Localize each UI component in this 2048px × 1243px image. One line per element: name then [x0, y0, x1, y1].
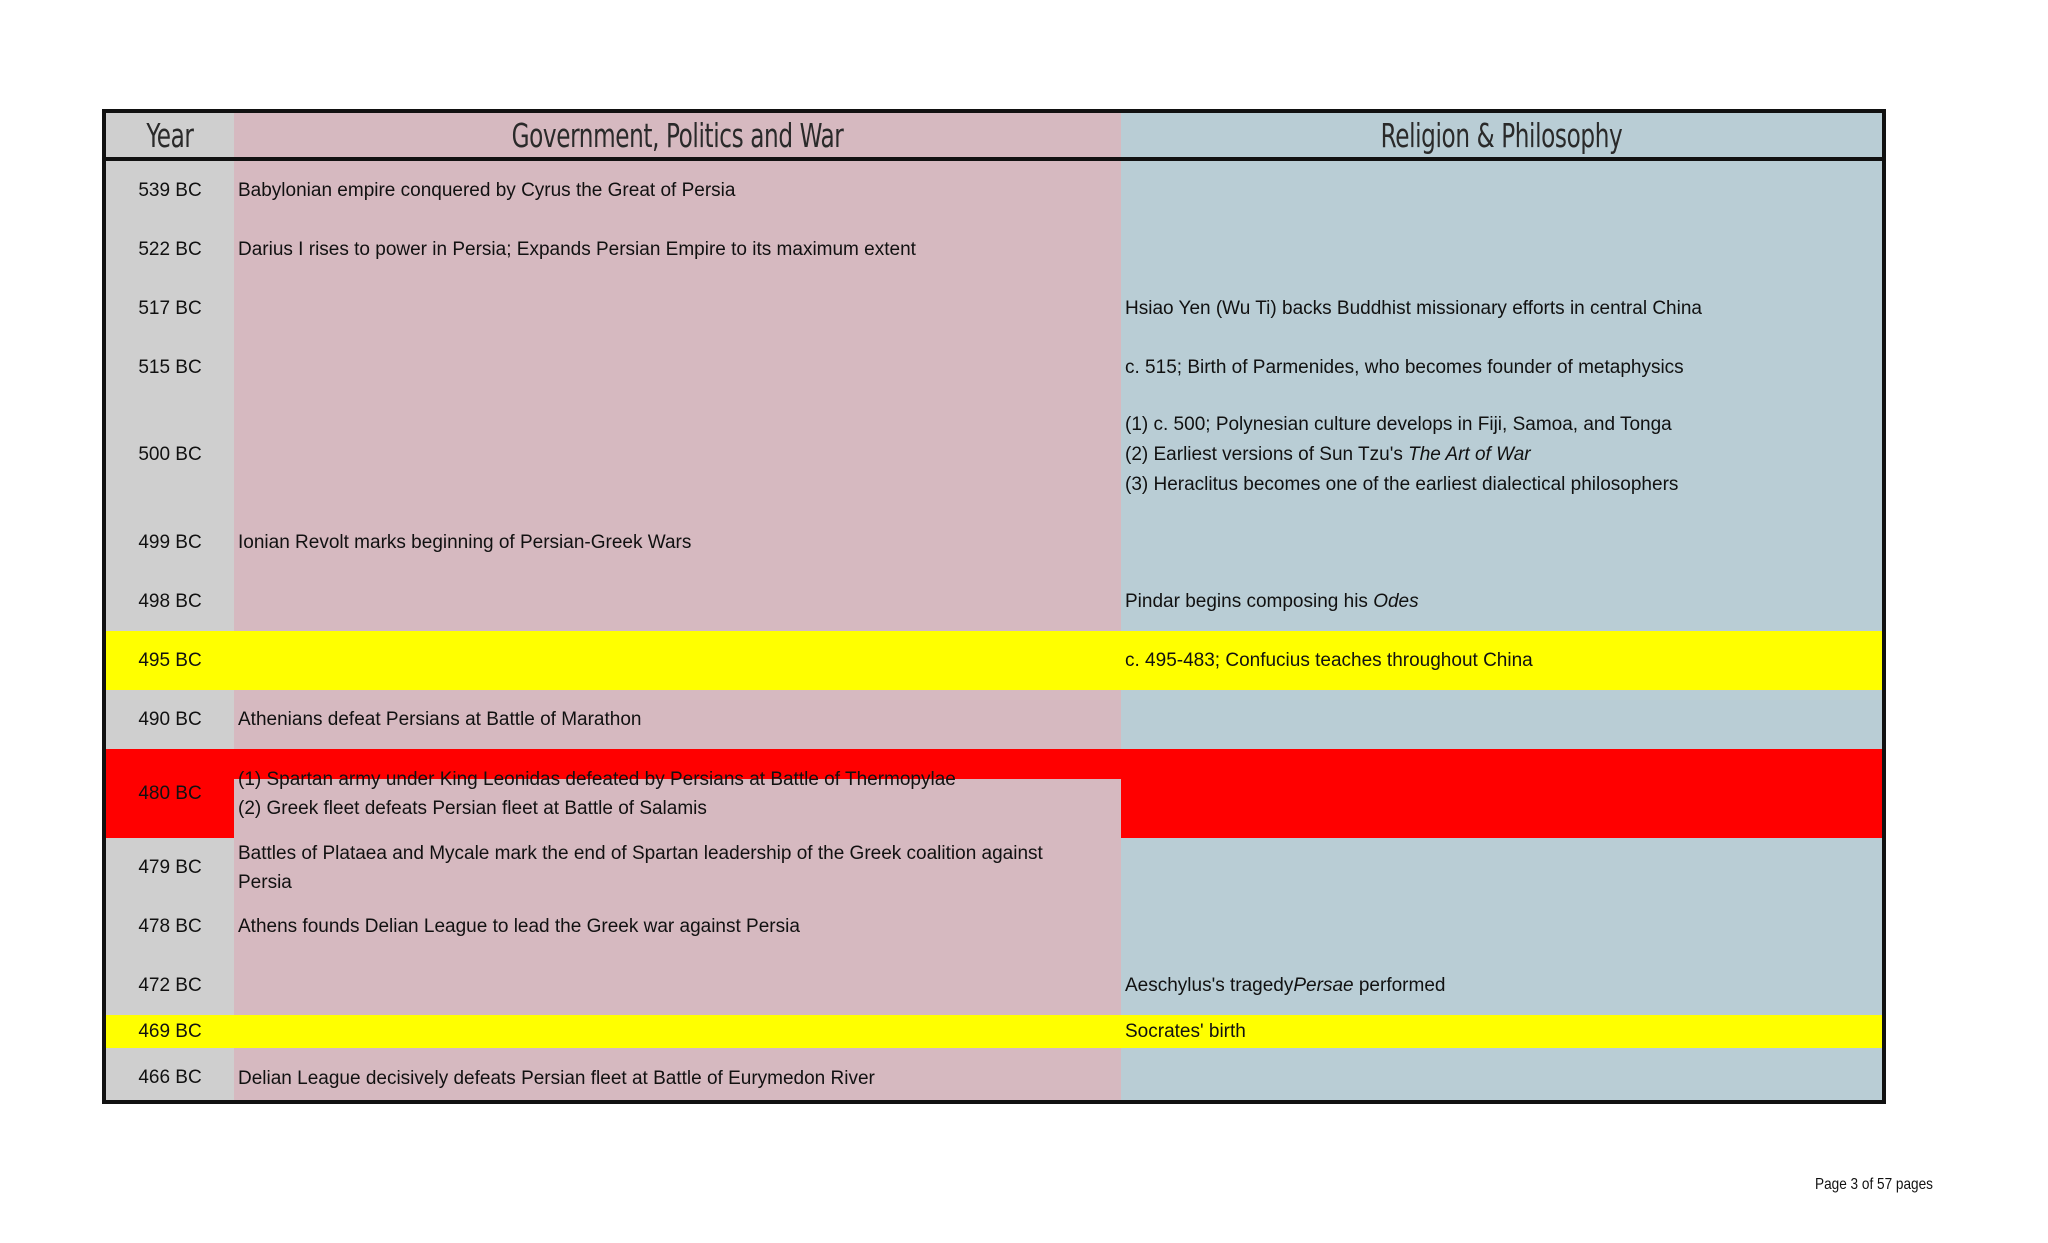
- religion-cell: [1121, 631, 1882, 690]
- table-row: [106, 897, 1882, 956]
- year-cell: 478 BC: [138, 915, 202, 937]
- header-religion-philosophy: Religion & Philosophy: [1380, 115, 1623, 155]
- year-cell: 522 BC: [138, 238, 202, 260]
- religion-event-text: c. 515; Birth of Parmenides, who becomes founder of metaphysics: [1125, 356, 1684, 378]
- year-cell: 469 BC: [138, 1020, 202, 1042]
- header-government-politics-war: Government, Politics and War: [511, 115, 844, 155]
- government-cell: [234, 690, 1121, 749]
- government-cell: [234, 161, 1121, 220]
- religion-cell: [1121, 338, 1882, 397]
- year-cell: 480 BC: [138, 782, 202, 804]
- religion-cell: [1121, 220, 1882, 279]
- government-event-text: Ionian Revolt marks beginning of Persian-Greek Wars: [238, 532, 692, 553]
- table-row: [106, 397, 1882, 513]
- government-cell: [234, 1048, 1121, 1104]
- year-cell: 479 BC: [138, 856, 202, 878]
- year-cell: 498 BC: [138, 590, 202, 612]
- government-cell: [234, 631, 1121, 690]
- year-cell: 472 BC: [138, 974, 202, 996]
- government-event-text: Battles of Plataea and Mycale mark the end of Spartan leadership of the Greek coalition against: [238, 842, 1043, 864]
- government-cell: [234, 1015, 1121, 1048]
- religion-cell: [1121, 749, 1882, 838]
- religion-cell: [1121, 161, 1882, 220]
- table-row: [106, 220, 1882, 279]
- religion-cell: [1121, 690, 1882, 749]
- table-row: [106, 631, 1882, 690]
- government-event-text: (2) Greek fleet defeats Persian fleet at Battle of Salamis: [238, 797, 707, 819]
- religion-cell: [1121, 1048, 1882, 1104]
- year-cell: 466 BC: [138, 1067, 202, 1088]
- religion-event-text: (2) Earliest versions of Sun Tzu's The Art of War: [1125, 444, 1531, 465]
- government-event-text: Babylonian empire conquered by Cyrus the Great of Persia: [238, 180, 736, 201]
- government-event-text: (1) Spartan army under King Leonidas defeated by Persians at Battle of Thermopylae: [238, 768, 956, 790]
- religion-event-text: Socrates' birth: [1125, 1020, 1246, 1042]
- religion-cell: [1121, 279, 1882, 338]
- year-cell: 539 BC: [138, 179, 202, 201]
- government-event-text: Delian League decisively defeats Persian fleet at Battle of Eurymedon River: [238, 1067, 875, 1089]
- government-event-text: Athens founds Delian League to lead the Greek war against Persia: [238, 916, 800, 937]
- religion-event-text: c. 495-483; Confucius teaches throughout China: [1125, 649, 1533, 671]
- government-cell: [234, 338, 1121, 397]
- government-cell: [234, 572, 1121, 631]
- year-cell: 499 BC: [138, 531, 202, 553]
- year-cell: 495 BC: [138, 649, 202, 671]
- government-event-text: Athenians defeat Persians at Battle of Marathon: [238, 709, 642, 730]
- religion-event-text: Hsiao Yen (Wu Ti) backs Buddhist missionary efforts in central China: [1125, 297, 1702, 319]
- table-row: [106, 956, 1882, 1015]
- government-cell: [234, 513, 1121, 572]
- religion-cell: [1121, 956, 1882, 1015]
- religion-cell: [1121, 513, 1882, 572]
- year-cell: 500 BC: [138, 444, 202, 465]
- table-row: [106, 690, 1882, 749]
- table-row: [106, 513, 1882, 572]
- government-event-text: Darius I rises to power in Persia; Expands Persian Empire to its maximum extent: [238, 239, 916, 260]
- religion-cell: [1121, 838, 1882, 897]
- government-event-text: Persia: [238, 871, 292, 893]
- government-cell: [234, 897, 1121, 956]
- page-number: Page 3 of 57 pages: [1815, 1176, 1933, 1193]
- table-row: [106, 1048, 1882, 1104]
- religion-cell: [1121, 397, 1882, 513]
- table-row: [106, 572, 1882, 631]
- religion-event-text: Pindar begins composing his Odes: [1125, 590, 1419, 612]
- table-header: [106, 113, 1882, 161]
- government-cell: [234, 956, 1121, 1015]
- government-cell: [234, 279, 1121, 338]
- religion-event-text: (3) Heraclitus becomes one of the earliest dialectical philosophers: [1125, 474, 1679, 495]
- table-row: [106, 838, 1882, 897]
- religion-event-text: Aeschylus's tragedyPersae performed: [1125, 974, 1446, 996]
- table-row: [106, 1015, 1882, 1048]
- government-cell: [234, 749, 1121, 838]
- government-cell: [234, 838, 1121, 897]
- religion-cell: [1121, 572, 1882, 631]
- year-cell: 490 BC: [138, 708, 202, 730]
- timeline-table: [102, 109, 1886, 1104]
- religion-cell: [1121, 1015, 1882, 1048]
- table-row: [106, 749, 1882, 838]
- religion-event-text: (1) c. 500; Polynesian culture develops in Fiji, Samoa, and Tonga: [1125, 414, 1672, 435]
- table-row: [106, 161, 1882, 220]
- government-cell: [234, 220, 1121, 279]
- government-cell: [234, 397, 1121, 513]
- table-row: [106, 338, 1882, 397]
- religion-cell: [1121, 897, 1882, 956]
- year-cell: 515 BC: [138, 356, 202, 378]
- year-cell: 517 BC: [138, 297, 202, 319]
- table-row: [106, 279, 1882, 338]
- header-year: Year: [146, 115, 194, 155]
